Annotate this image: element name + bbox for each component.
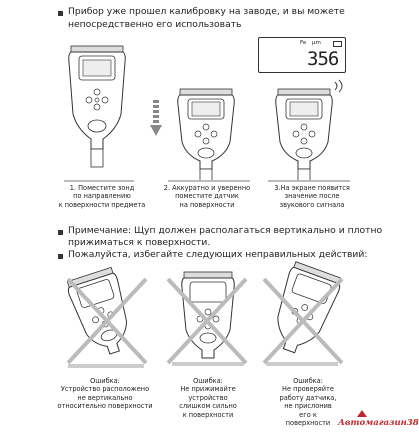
surface-line-1 <box>64 180 134 182</box>
down-arrow-icon <box>150 100 162 144</box>
sound-waves-icon <box>333 80 349 96</box>
error-caption-1: Ошибка: Устройство расположено не вертикально относительно поверхности <box>57 377 153 411</box>
note-bullet-2 <box>58 254 63 259</box>
note-1-line-1: Примечание: Щуп должен располагаться вертикально и плотно <box>68 225 383 236</box>
step-caption-2: 2. Аккуратно и уверенно поместите датчик на поверхности <box>163 184 251 209</box>
lcd-unit-label: μm <box>312 40 321 46</box>
lcd-display <box>258 37 346 73</box>
watermark-logo: Автомагазин38 <box>338 418 419 428</box>
step-caption-1: 1. Поместите зонд по направлению к поверхности предмета <box>58 184 146 209</box>
cross-icon-1 <box>62 275 152 367</box>
cross-icon-3 <box>258 275 348 367</box>
surface-line-2 <box>168 180 250 182</box>
lcd-reading: 356 <box>307 48 339 70</box>
device-illustration-1 <box>63 44 133 194</box>
note-2: Пожалуйста, избегайте следующих неправильных действий: <box>68 249 368 260</box>
surface-line-3 <box>268 180 350 182</box>
note-bullet-1 <box>58 230 63 235</box>
watermark-crown-icon <box>357 410 367 417</box>
step-caption-3: 3.На экране появится значение после звукового сигнала <box>274 184 350 209</box>
intro-line-1: Прибор уже прошел калибровку на заводе, и вы можете <box>68 6 345 17</box>
note-1-line-2: прижиматься к поверхности. <box>68 237 211 248</box>
error-caption-3: Ошибка: Не проверяйте работу датчика, не прислонив его к поверхности <box>279 377 337 428</box>
cross-icon-2 <box>162 275 252 367</box>
error-caption-2: Ошибка: Не прижимайте устройство слишком сильно к поверхности <box>179 377 237 419</box>
intro-line-2: непосредственно его использовать <box>68 19 242 30</box>
lcd-material-label: Fe <box>300 40 307 46</box>
battery-icon <box>333 41 342 47</box>
intro-bullet <box>58 11 63 16</box>
